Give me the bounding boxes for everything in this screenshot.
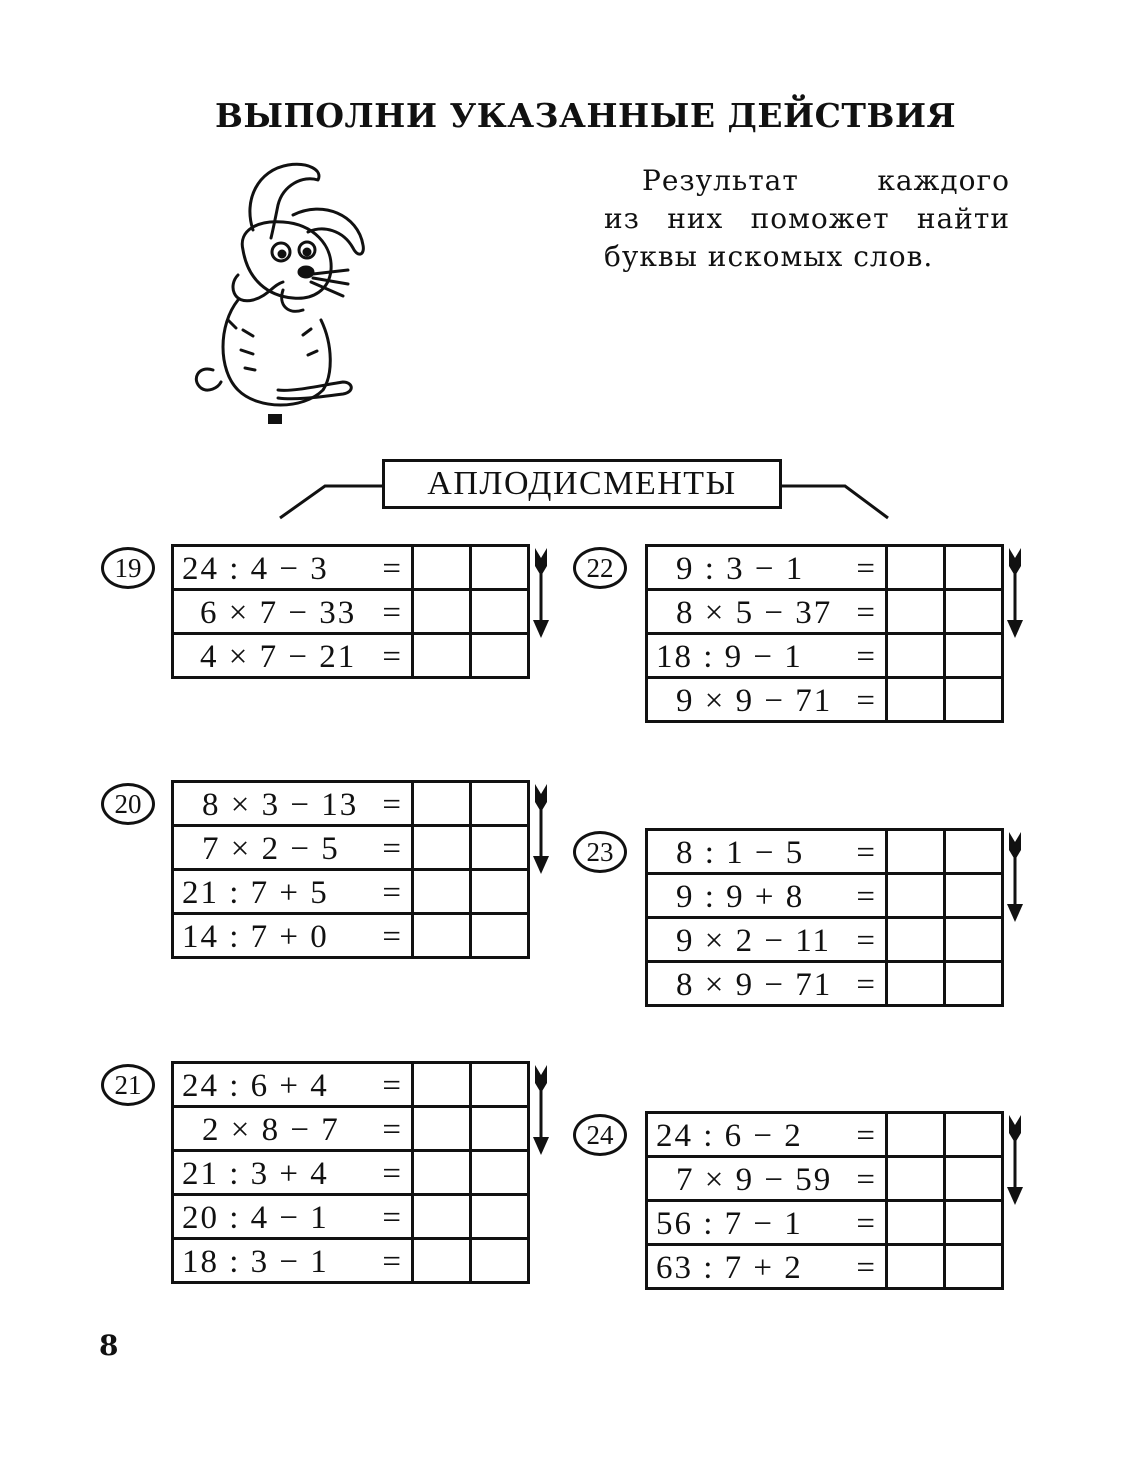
equals-sign: = xyxy=(382,1156,403,1192)
expression-text: 7 × 9 − 59 xyxy=(676,1162,833,1198)
expression-text: 56 : 7 − 1 xyxy=(656,1206,803,1242)
exercise-row xyxy=(647,962,1003,1006)
equals-sign: = xyxy=(382,919,403,955)
expression-cell xyxy=(647,1245,887,1289)
equals-sign: = xyxy=(856,835,877,871)
equals-sign: = xyxy=(856,1250,877,1286)
expression-text: 18 : 3 − 1 xyxy=(182,1244,329,1280)
exercise-table-19 xyxy=(171,544,530,679)
target-word: АПЛОДИСМЕНТЫ xyxy=(382,459,782,509)
answer-box-digit-1[interactable] xyxy=(887,874,945,918)
answer-box-digit-1[interactable] xyxy=(887,590,945,634)
expression-text: 24 : 6 + 4 xyxy=(182,1068,329,1104)
down-arrow-icon xyxy=(530,548,552,640)
equals-sign: = xyxy=(382,1200,403,1236)
expression-text: 9 : 3 − 1 xyxy=(676,551,805,587)
expression-cell xyxy=(647,874,887,918)
equals-sign: = xyxy=(382,787,403,823)
answer-box-digit-2[interactable] xyxy=(471,1107,529,1151)
answer-box-digit-1[interactable] xyxy=(413,826,471,870)
answer-box-digit-2[interactable] xyxy=(945,874,1003,918)
expression-text: 6 × 7 − 33 xyxy=(200,595,357,631)
answer-box-digit-2[interactable] xyxy=(945,678,1003,722)
answer-box-digit-2[interactable] xyxy=(945,830,1003,874)
answer-box-digit-1[interactable] xyxy=(887,918,945,962)
expression-text: 24 : 6 − 2 xyxy=(656,1118,803,1154)
equals-sign: = xyxy=(382,639,403,675)
expression-cell xyxy=(647,678,887,722)
expression-text: 4 × 7 − 21 xyxy=(200,639,357,675)
answer-box-digit-2[interactable] xyxy=(471,870,529,914)
answer-box-digit-2[interactable] xyxy=(471,914,529,958)
equals-sign: = xyxy=(856,923,877,959)
exercise-table-21 xyxy=(171,1061,530,1284)
exercise-row xyxy=(173,1239,529,1283)
equals-sign: = xyxy=(856,879,877,915)
instructions-line-1: Результат каждого xyxy=(642,164,1010,197)
answer-box-digit-1[interactable] xyxy=(413,1063,471,1107)
answer-box-digit-1[interactable] xyxy=(887,830,945,874)
answer-box-digit-1[interactable] xyxy=(887,546,945,590)
answer-box-digit-2[interactable] xyxy=(471,634,529,678)
answer-box-digit-1[interactable] xyxy=(413,634,471,678)
expression-cell xyxy=(647,590,887,634)
exercise-table-23 xyxy=(645,828,1004,1007)
equals-sign: = xyxy=(382,1244,403,1280)
equals-sign: = xyxy=(382,595,403,631)
expression-text: 63 : 7 + 2 xyxy=(656,1250,803,1286)
expression-text: 18 : 9 − 1 xyxy=(656,639,803,675)
equals-sign: = xyxy=(856,967,877,1003)
answer-box-digit-2[interactable] xyxy=(945,1113,1003,1157)
exercise-number-24: 24 xyxy=(573,1114,627,1156)
expression-text: 8 × 5 − 37 xyxy=(676,595,833,631)
down-arrow-icon xyxy=(1004,1115,1026,1207)
exercise-table-22 xyxy=(645,544,1004,723)
answer-box-digit-1[interactable] xyxy=(887,1113,945,1157)
exercise-row xyxy=(647,634,1003,678)
expression-text: 8 : 1 − 5 xyxy=(676,835,805,871)
answer-box-digit-1[interactable] xyxy=(413,590,471,634)
exercise-row xyxy=(173,1195,529,1239)
expression-text: 20 : 4 − 1 xyxy=(182,1200,329,1236)
exercise-number-19: 19 xyxy=(101,547,155,589)
expression-cell xyxy=(173,1063,413,1107)
expression-text: 8 × 9 − 71 xyxy=(676,967,833,1003)
page-title: ВЫПОЛНИ УКАЗАННЫЕ ДЕЙСТВИЯ xyxy=(215,96,957,135)
down-arrow-icon xyxy=(530,784,552,876)
answer-box-digit-2[interactable] xyxy=(945,1157,1003,1201)
answer-box-digit-1[interactable] xyxy=(413,1195,471,1239)
instructions-line-3: буквы искомых слов. xyxy=(604,240,934,273)
exercise-row xyxy=(173,870,529,914)
instructions-line-2: из них поможет найти xyxy=(604,202,1010,235)
answer-box-digit-1[interactable] xyxy=(413,782,471,826)
equals-sign: = xyxy=(856,595,877,631)
expression-cell xyxy=(647,918,887,962)
down-arrow-icon xyxy=(1004,548,1026,640)
answer-box-digit-2[interactable] xyxy=(945,634,1003,678)
equals-sign: = xyxy=(382,831,403,867)
exercise-row xyxy=(647,874,1003,918)
exercise-row xyxy=(647,918,1003,962)
answer-box-digit-2[interactable] xyxy=(471,546,529,590)
exercise-row xyxy=(647,830,1003,874)
equals-sign: = xyxy=(856,551,877,587)
expression-text: 9 : 9 + 8 xyxy=(676,879,805,915)
answer-box-digit-2[interactable] xyxy=(471,782,529,826)
answer-box-digit-2[interactable] xyxy=(945,962,1003,1006)
expression-cell xyxy=(647,830,887,874)
expression-cell xyxy=(173,826,413,870)
expression-cell xyxy=(173,1239,413,1283)
exercise-row xyxy=(647,1245,1003,1289)
exercise-number-21: 21 xyxy=(101,1064,155,1106)
exercise-row xyxy=(173,1063,529,1107)
expression-cell xyxy=(647,1113,887,1157)
answer-box-digit-2[interactable] xyxy=(471,1151,529,1195)
equals-sign: = xyxy=(382,1112,403,1148)
exercise-row xyxy=(173,914,529,958)
answer-box-digit-2[interactable] xyxy=(471,590,529,634)
expression-text: 9 × 2 − 11 xyxy=(676,923,831,959)
exercise-row xyxy=(173,1151,529,1195)
equals-sign: = xyxy=(856,1206,877,1242)
exercise-row xyxy=(173,826,529,870)
equals-sign: = xyxy=(382,1068,403,1104)
page-number: 8 xyxy=(99,1329,119,1362)
expression-text: 21 : 3 + 4 xyxy=(182,1156,329,1192)
exercise-row xyxy=(647,546,1003,590)
exercise-row xyxy=(647,1113,1003,1157)
equals-sign: = xyxy=(382,875,403,911)
exercise-row xyxy=(173,634,529,678)
answer-box-digit-2[interactable] xyxy=(945,1245,1003,1289)
exercise-row xyxy=(647,1157,1003,1201)
exercise-row xyxy=(173,782,529,826)
expression-cell xyxy=(173,870,413,914)
expression-cell xyxy=(647,1201,887,1245)
answer-box-digit-2[interactable] xyxy=(945,590,1003,634)
exercise-number-20: 20 xyxy=(101,783,155,825)
exercise-row xyxy=(647,678,1003,722)
answer-box-digit-2[interactable] xyxy=(945,546,1003,590)
answer-box-digit-2[interactable] xyxy=(945,1201,1003,1245)
expression-cell xyxy=(647,1157,887,1201)
equals-sign: = xyxy=(856,683,877,719)
expression-cell xyxy=(647,634,887,678)
answer-box-digit-2[interactable] xyxy=(945,918,1003,962)
exercise-table-20 xyxy=(171,780,530,959)
expression-cell xyxy=(173,1107,413,1151)
answer-box-digit-1[interactable] xyxy=(413,546,471,590)
answer-box-digit-1[interactable] xyxy=(413,870,471,914)
exercise-number-23: 23 xyxy=(573,831,627,873)
expression-cell xyxy=(173,1195,413,1239)
expression-cell xyxy=(173,634,413,678)
expression-text: 7 × 2 − 5 xyxy=(202,831,340,867)
expression-cell xyxy=(173,1151,413,1195)
answer-box-digit-1[interactable] xyxy=(887,1201,945,1245)
expression-cell xyxy=(173,590,413,634)
equals-sign: = xyxy=(856,1118,877,1154)
answer-box-digit-1[interactable] xyxy=(887,1157,945,1201)
exercise-row xyxy=(173,1107,529,1151)
expression-text: 24 : 4 − 3 xyxy=(182,551,329,587)
exercise-row xyxy=(173,590,529,634)
expression-text: 8 × 3 − 13 xyxy=(202,787,359,823)
exercise-number-22: 22 xyxy=(573,547,627,589)
expression-cell xyxy=(647,546,887,590)
answer-box-digit-1[interactable] xyxy=(413,914,471,958)
equals-sign: = xyxy=(856,1162,877,1198)
equals-sign: = xyxy=(856,639,877,675)
expression-cell xyxy=(173,782,413,826)
answer-box-digit-1[interactable] xyxy=(887,1245,945,1289)
answer-box-digit-2[interactable] xyxy=(471,826,529,870)
answer-box-digit-1[interactable] xyxy=(413,1151,471,1195)
exercise-row xyxy=(647,1201,1003,1245)
answer-box-digit-2[interactable] xyxy=(471,1239,529,1283)
exercise-row xyxy=(173,546,529,590)
down-arrow-icon xyxy=(1004,832,1026,924)
answer-box-digit-1[interactable] xyxy=(413,1239,471,1283)
expression-text: 9 × 9 − 71 xyxy=(676,683,833,719)
answer-box-digit-2[interactable] xyxy=(471,1195,529,1239)
expression-cell xyxy=(173,546,413,590)
exercise-row xyxy=(647,590,1003,634)
expression-text: 14 : 7 + 0 xyxy=(182,919,329,955)
exercise-table-24 xyxy=(645,1111,1004,1290)
expression-cell xyxy=(647,962,887,1006)
answer-box-digit-1[interactable] xyxy=(887,962,945,1006)
equals-sign: = xyxy=(382,551,403,587)
expression-text: 21 : 7 + 5 xyxy=(182,875,329,911)
down-arrow-icon xyxy=(530,1065,552,1157)
answer-box-digit-2[interactable] xyxy=(471,1063,529,1107)
answer-box-digit-1[interactable] xyxy=(413,1107,471,1151)
expression-text: 2 × 8 − 7 xyxy=(202,1112,340,1148)
expression-cell xyxy=(173,914,413,958)
answer-box-digit-1[interactable] xyxy=(887,678,945,722)
answer-box-digit-1[interactable] xyxy=(887,634,945,678)
